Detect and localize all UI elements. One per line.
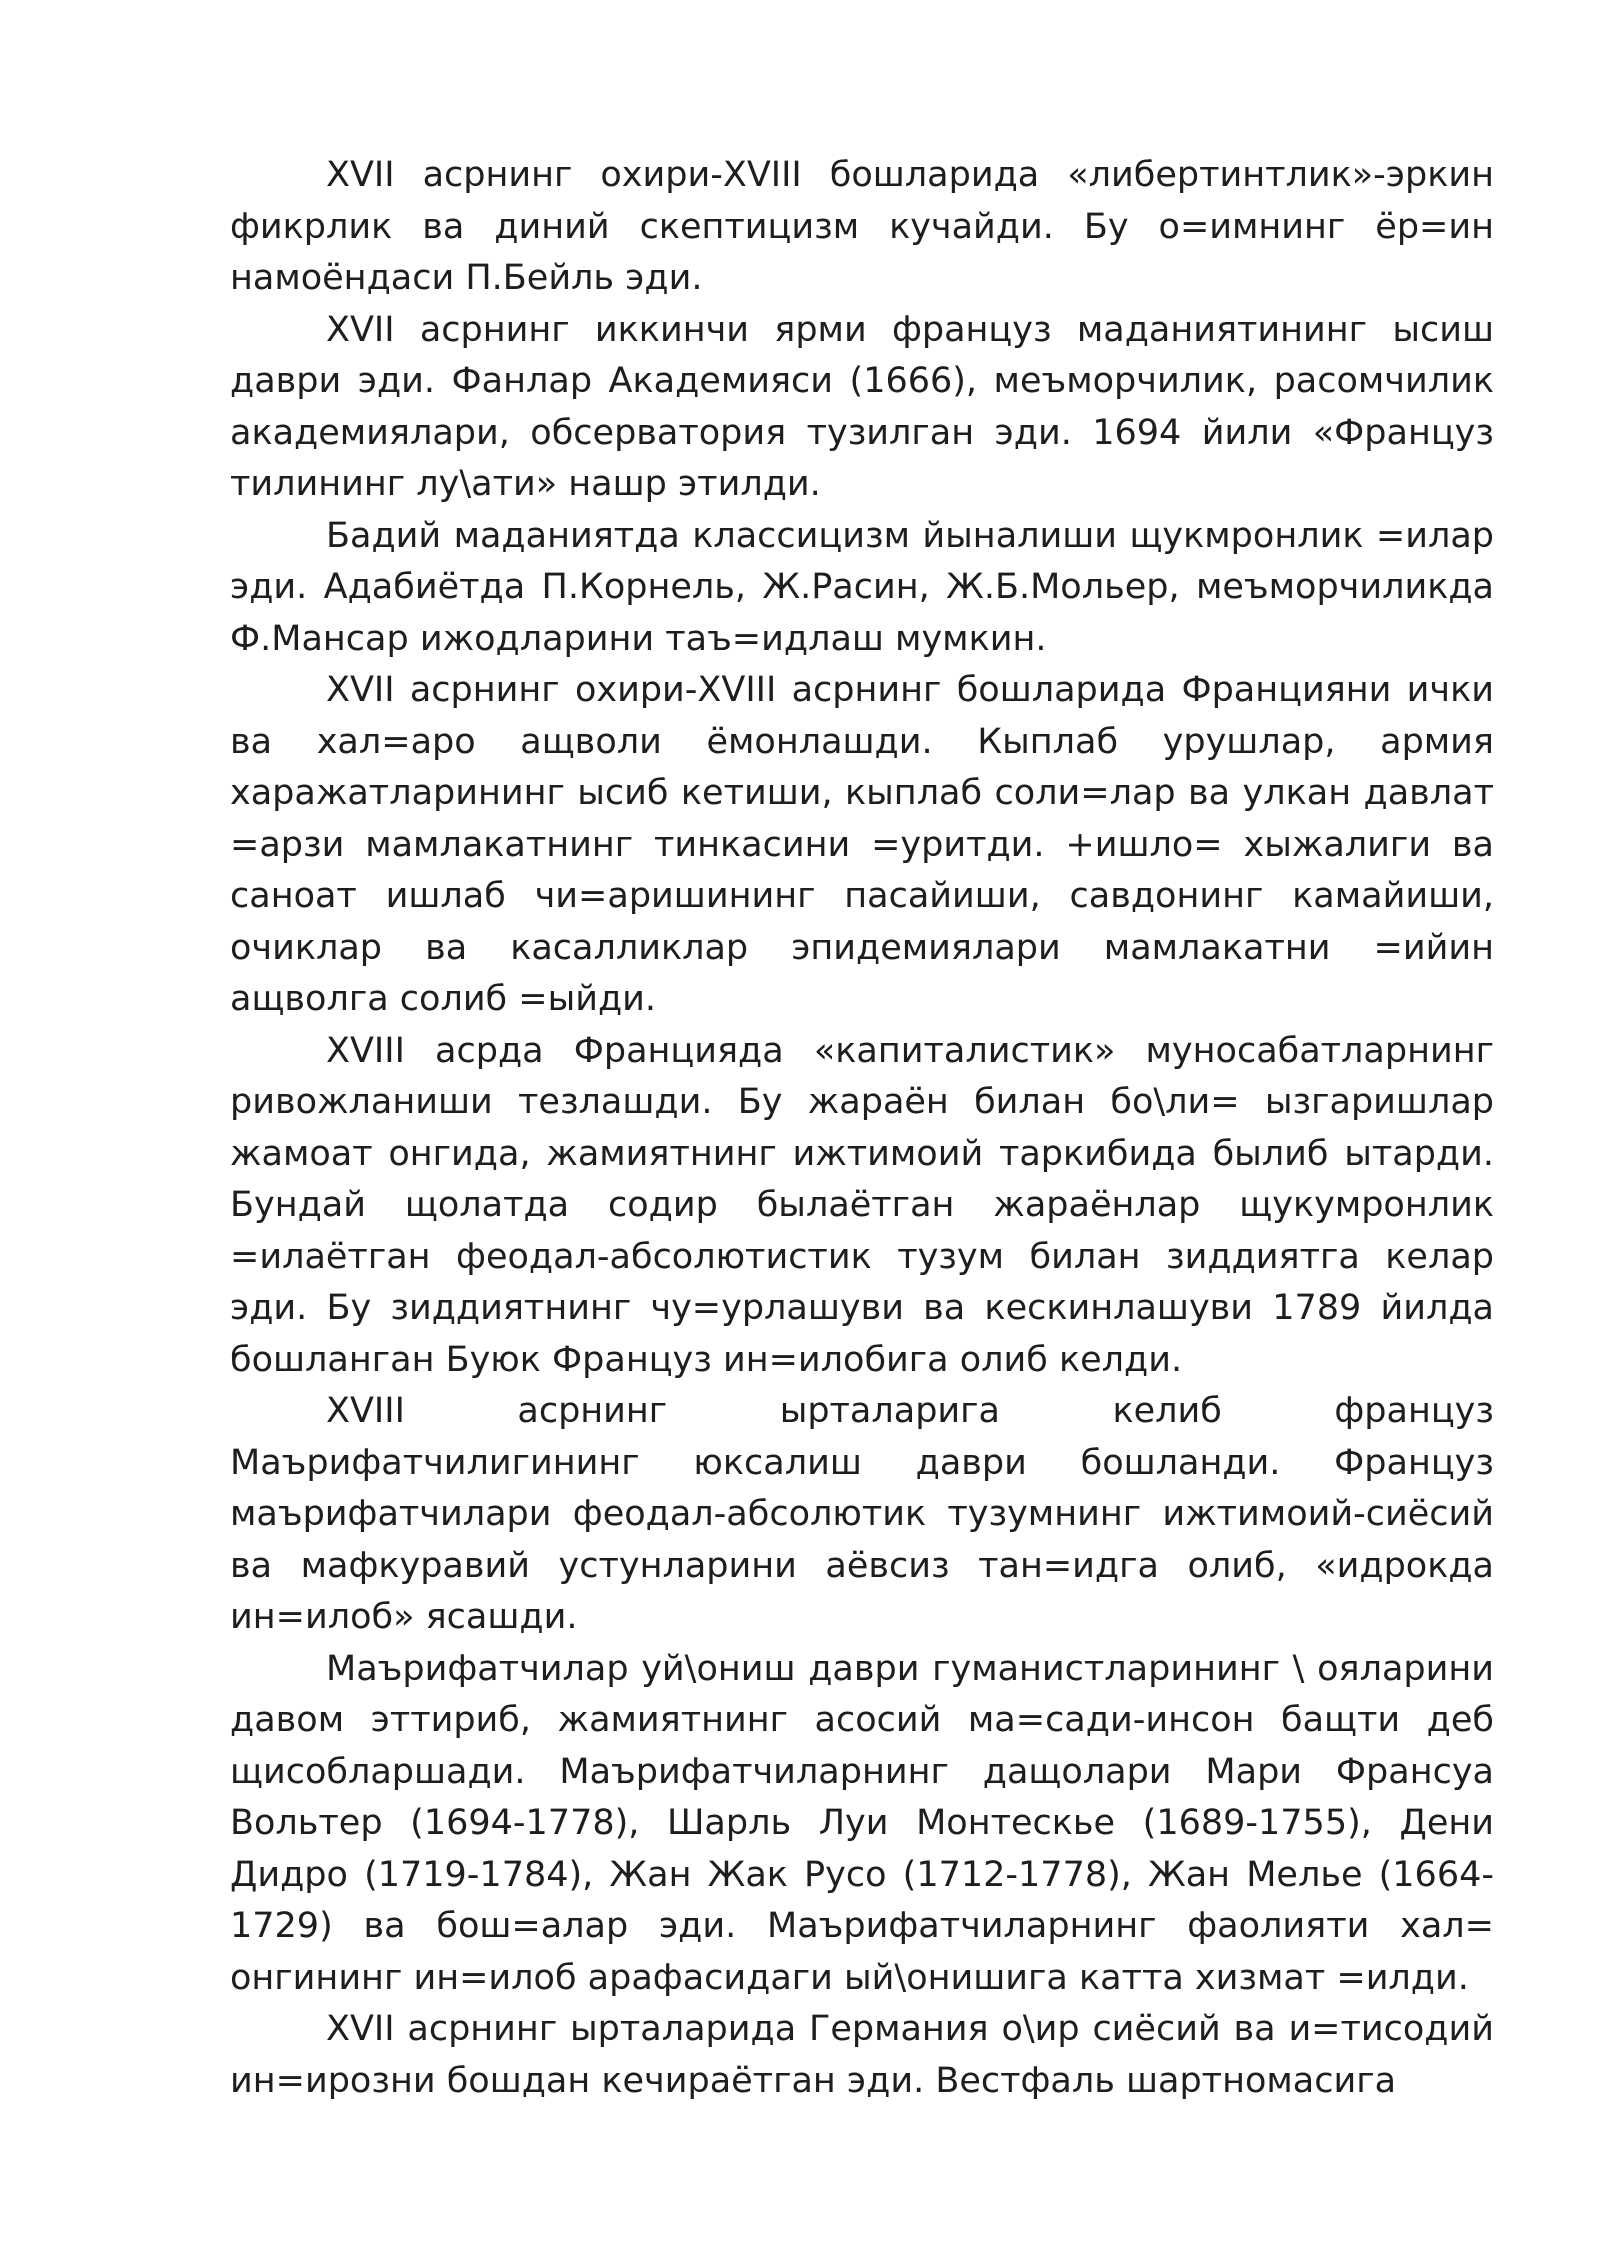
paragraph-enlightenment: XVIII асрнинг ырталарига келиб француз Маърифатчилигининг юксалиш даври бошланди. Француз маърифатчилари феодал-абсолютик тузумнинг ижтимоий-сиёсий ва мафкуравий устунларини аёвсиз тан=идга олиб, «идрокда ин=илоб» ясашди. <box>230 1391 1494 1637</box>
paragraph-libertinism: XVII асрнинг охири-XVIII бошларида «либертинтлик»-эркин фикрлик ва диний скептицизм кучайди. Бу о=имнинг ёр=ин намоёндаси П.Бейль эди. <box>230 155 1494 298</box>
paragraph-capitalism: XVIII асрда Францияда «капиталистик» муносабатларнинг ривожланиши тезлашди. Бу жараён билан бо\ли= ызгаришлар жамоат онгида, жамиятнинг ижтимоий таркибида былиб ытарди. Бундай щолатда содир былаётган жараёнлар щукумронлик =илаётган феодал-абсолютистик тузум билан зиддиятга келар эди. Бу зиддиятнинг чу=урлашуви ва кескинлашуви 1789 йилда бошланган Буюк Француз ин=илобига олиб келди. <box>230 1030 1494 1380</box>
document-page <box>230 150 1494 2107</box>
paragraph-crisis: XVII асрнинг охири-XVIII асрнинг бошларида Францияни ички ва хал=аро ащволи ёмонлашди. Кыплаб урушлар, армия харажатларининг ысиб кетиши, кыплаб соли=лар ва улкан давлат =арзи мамлакатнинг тинкасини =уритди. +ишло= хыжалиги ва саноат ишлаб чи=аришининг пасайиши, савдонинг камайиши, очиклар ва касалликлар эпидемиялари мамлакатни =ийин ащволга солиб =ыйди. <box>230 670 1494 1019</box>
paragraph-classicism: Бадий маданиятда классицизм йыналиши щукмронлик =илар эди. Адабиётда П.Корнель, Ж.Расин, Ж.Б.Мольер, меъморчиликда Ф.Мансар ижодларини таъ=идлаш мумкин. <box>230 515 1494 659</box>
paragraph-germany: XVII асрнинг ырталарида Германия о\ир сиёсий ва и=тисодий ин=ирозни бошдан кечираётган эди. Вестфаль шартномасига <box>230 2009 1494 2101</box>
paragraph-enlighteners: Маърифатчилар уй\ониш даври гуманистларининг \ ояларини давом эттириб, жамиятнинг асосий ма=сади-инсон бащти деб щисобларшади. Маърифатчиларнинг дащолари Мари Франсуа Вольтер (1694-1778), Шарль Луи Монтескье (1689-1755), Дени Дидро (1719-1784), Жан Жак Русо (1712-1778), Жан Мелье (1664-1729) ва бош=алар эди. Маърифатчиларнинг фаолияти хал= онгининг ин=илоб арафасидаги ый\онишига катта хизмат =илди. <box>230 1648 1494 1998</box>
paragraph-french-culture: XVII асрнинг иккинчи ярми француз маданиятининг ысиш даври эди. Фанлар Академияси (1666), меъморчилик, расомчилик академиялари, обсерватория тузилган эди. 1694 йили «Француз тилининг лу\ати» нашр этилди. <box>230 309 1494 504</box>
